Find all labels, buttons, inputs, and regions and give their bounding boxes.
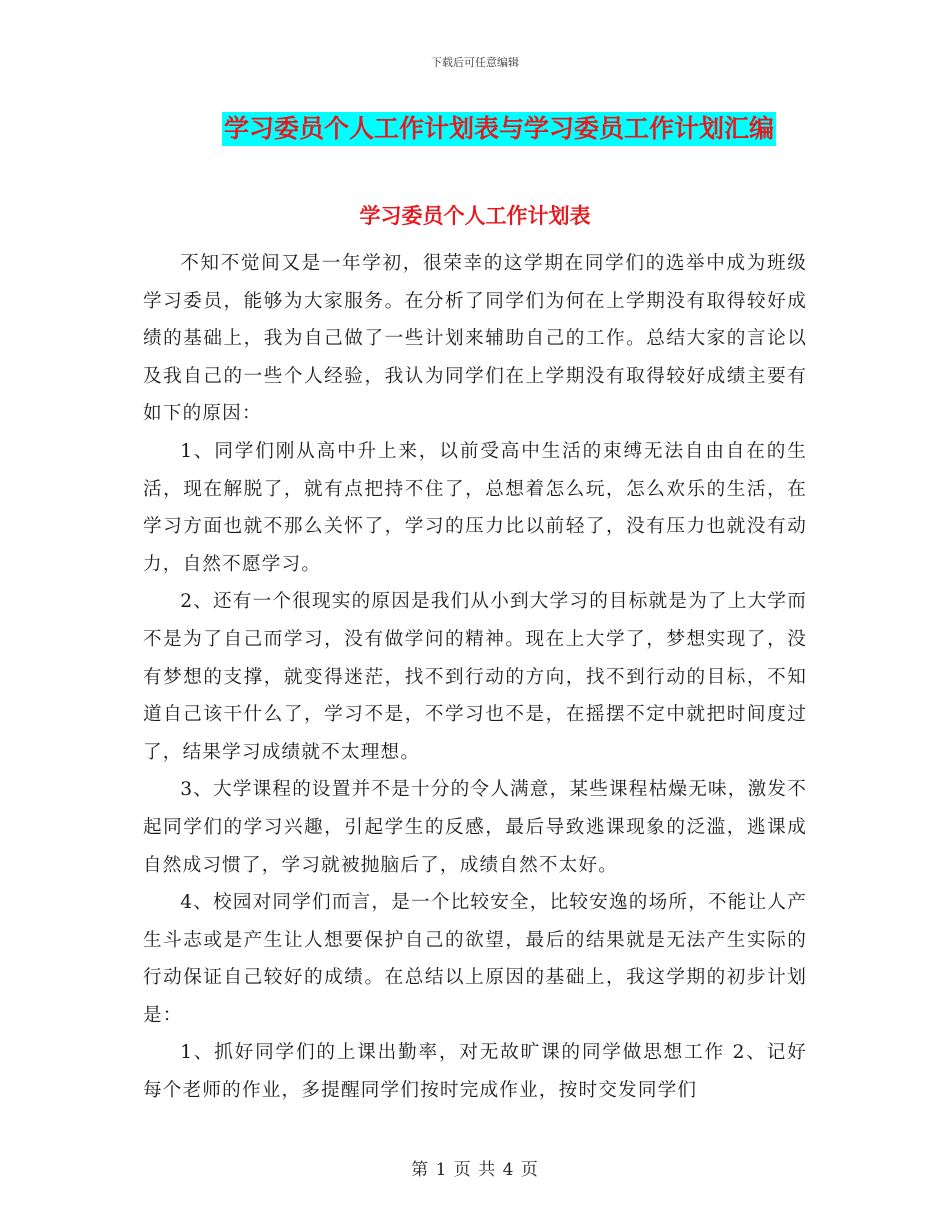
document-title: 学习委员个人工作计划表与学习委员工作计划汇编	[222, 112, 776, 146]
page-header-note: 下载后可任意编辑	[431, 56, 519, 69]
paragraph-reason-2: 2、还有一个很现实的原因是我们从小到大学习的目标就是为了上大学而不是为了自己而学习，没有做学问的精神。现在上大学了，梦想实现了，没有梦想的支撑，就变得迷茫，找不到行动的方向，找不到行动的目标，不知道自己该干什么了，学习不是，不学习也不是，在摇摆不定中就把时间度过了，结果学习成绩就不太理想。	[143, 591, 807, 763]
paragraph-reason-1: 1、同学们刚从高中升上来，以前受高中生活的束缚无法自由自在的生活，现在解脱了，就有点把持不住了，总想着怎么玩，怎么欢乐的生活，在学习方面也就不那么关怀了，学习的压力比以前轻了，没有压力也就没有动力，自然不愿学习。	[143, 440, 807, 575]
paragraph-reason-4: 4、校园对同学们而言，是一个比较安全，比较安逸的场所，不能让人产生斗志或是产生让人想要保护自己的欲望，最后的结果就是无法产生实际的行动保证自己较好的成绩。在总结以上原因的基础上，我这学期的初步计划是：	[143, 892, 807, 1026]
section-title: 学习委员个人工作计划表	[359, 204, 591, 228]
paragraph-plan-1: 1、抓好同学们的上课出勤率，对无故旷课的同学做思想工作 2、记好每个老师的作业，多提醒同学们按时完成作业，按时交发同学们	[143, 1042, 807, 1102]
paragraph-intro: 不知不觉间又是一年学初，很荣幸的这学期在同学们的选举中成为班级学习委员，能够为大家服务。在分析了同学们为何在上学期没有取得较好成绩的基础上，我为自己做了一些计划来辅助自己的工作。总结大家的言论以及我自己的一些个人经验，我认为同学们在上学期没有取得较好成绩主要有如下的原因：	[143, 253, 807, 425]
paragraph-reason-3: 3、大学课程的设置并不是十分的令人满意，某些课程枯燥无味，激发不起同学们的学习兴趣，引起学生的反感，最后导致逃课现象的泛滥，逃课成自然成习惯了，学习就被抛脑后了，成绩自然不太好。	[143, 779, 807, 876]
document-title-container	[208, 112, 790, 146]
page-footer-number: 第 1 页 共 4 页	[411, 1160, 539, 1180]
document-body	[143, 245, 807, 1110]
